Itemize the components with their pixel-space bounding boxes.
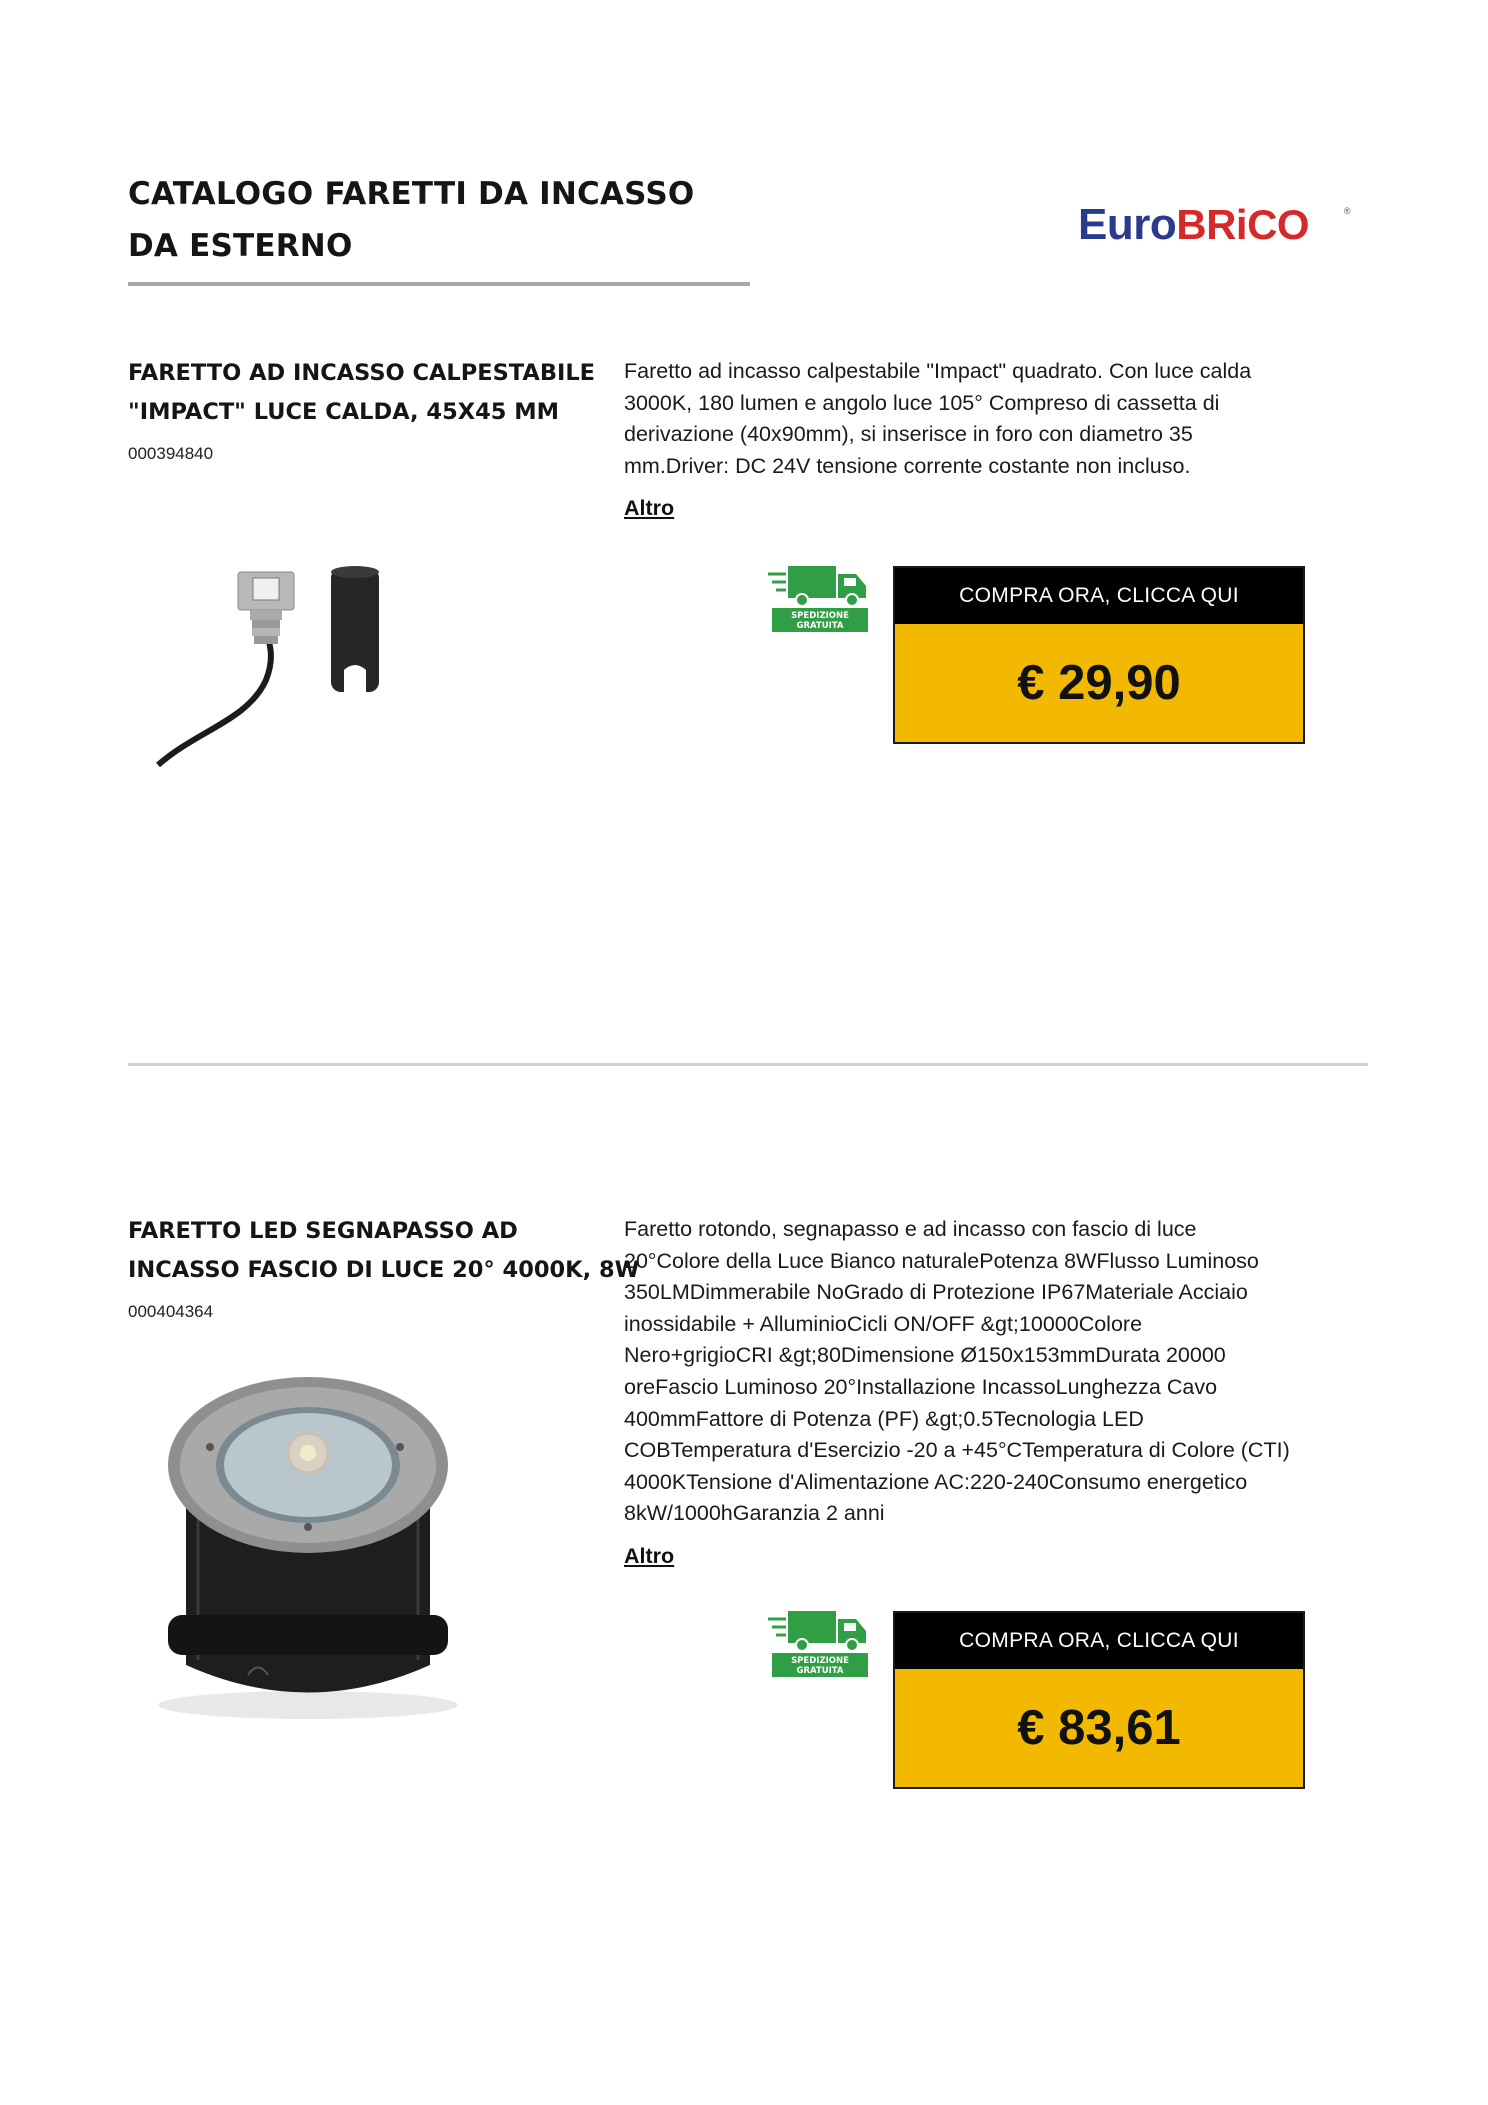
product-image-round-step-light <box>128 1375 488 1725</box>
buy-now-button[interactable] <box>893 566 1305 744</box>
buy-now-label: COMPRA ORA, CLICCA QUI <box>895 1613 1303 1669</box>
product-description: Faretto rotondo, segnapasso e ad incasso con fascio di luce 20°Colore della Luce Bianco naturalePotenza 8WFlusso Luminoso 350LMDimmerabile NoGrado di Protezione IP67Materiale Acciaio inossidabile + AlluminioCicli ON/OFF &gt;10000Colore Nero+grigioCRI &gt;80Dimensione Ø150x153mmDurata 20000 oreFascio Luminoso 20°Installazione IncassoLunghezza Cavo 400mmFattore di Potenza (PF) &gt;0.5Tecnologia LED COBTemperatura d'Esercizio -20 a +45°CTemperatura di Colore (CTI) 4000KTensione d'Alimentazione AC:220-240Consumo energetico 8kW/1000hGaranzia 2 anni <box>624 1217 1290 1526</box>
section-divider <box>128 1063 1368 1066</box>
page-title-line-2: DA ESTERNO <box>128 228 353 264</box>
more-link[interactable]: Altro <box>624 496 675 520</box>
product-code: 000394840 <box>128 444 214 463</box>
logo-euro-text: Euro <box>1078 200 1177 249</box>
product-description: Faretto ad incasso calpestabile "Impact" quadrato. Con luce calda 3000K, 180 lumen e angolo luce 105° Compreso di cassetta di derivazione (40x90mm), si inserisce in foro con diametro 35 mm.Driver: DC 24V tensione corrente costante non incluso. <box>624 359 1252 478</box>
buy-now-button[interactable] <box>893 1611 1305 1789</box>
product-code: 000404364 <box>128 1302 214 1321</box>
page-title <box>128 168 748 272</box>
product-name-line-1: FARETTO AD INCASSO CALPESTABILE <box>128 360 596 386</box>
delivery-truck-icon <box>768 564 870 634</box>
product-name <box>128 354 628 432</box>
product-name <box>128 1212 640 1290</box>
logo-registered-mark: ® <box>1343 206 1350 216</box>
buy-now-label: COMPRA ORA, CLICCA QUI <box>895 568 1303 624</box>
page-title-line-1: CATALOGO FARETTI DA INCASSO <box>128 176 695 212</box>
title-underline <box>128 282 750 286</box>
shipping-line-2: GRATUITA <box>796 621 844 631</box>
product-image-impact-spotlight <box>128 560 428 770</box>
product-name-line-1: FARETTO LED SEGNAPASSO AD <box>128 1218 518 1244</box>
shipping-line-2: GRATUITA <box>796 1666 844 1676</box>
product-name-line-2: INCASSO FASCIO DI LUCE 20° 4000K, 8W <box>128 1257 640 1283</box>
eurobrico-logo <box>1078 200 1350 260</box>
more-link[interactable]: Altro <box>624 1544 675 1568</box>
product-price: € 83,61 <box>895 1669 1303 1787</box>
product-price: € 29,90 <box>895 624 1303 742</box>
product-name-line-2: "IMPACT" LUCE CALDA, 45X45 MM <box>128 399 559 425</box>
shipping-line-1: SPEDIZIONE <box>791 1656 849 1666</box>
delivery-truck-icon <box>768 1609 870 1679</box>
logo-brico-text: BRiCO <box>1176 201 1310 248</box>
shipping-line-1: SPEDIZIONE <box>791 611 849 621</box>
